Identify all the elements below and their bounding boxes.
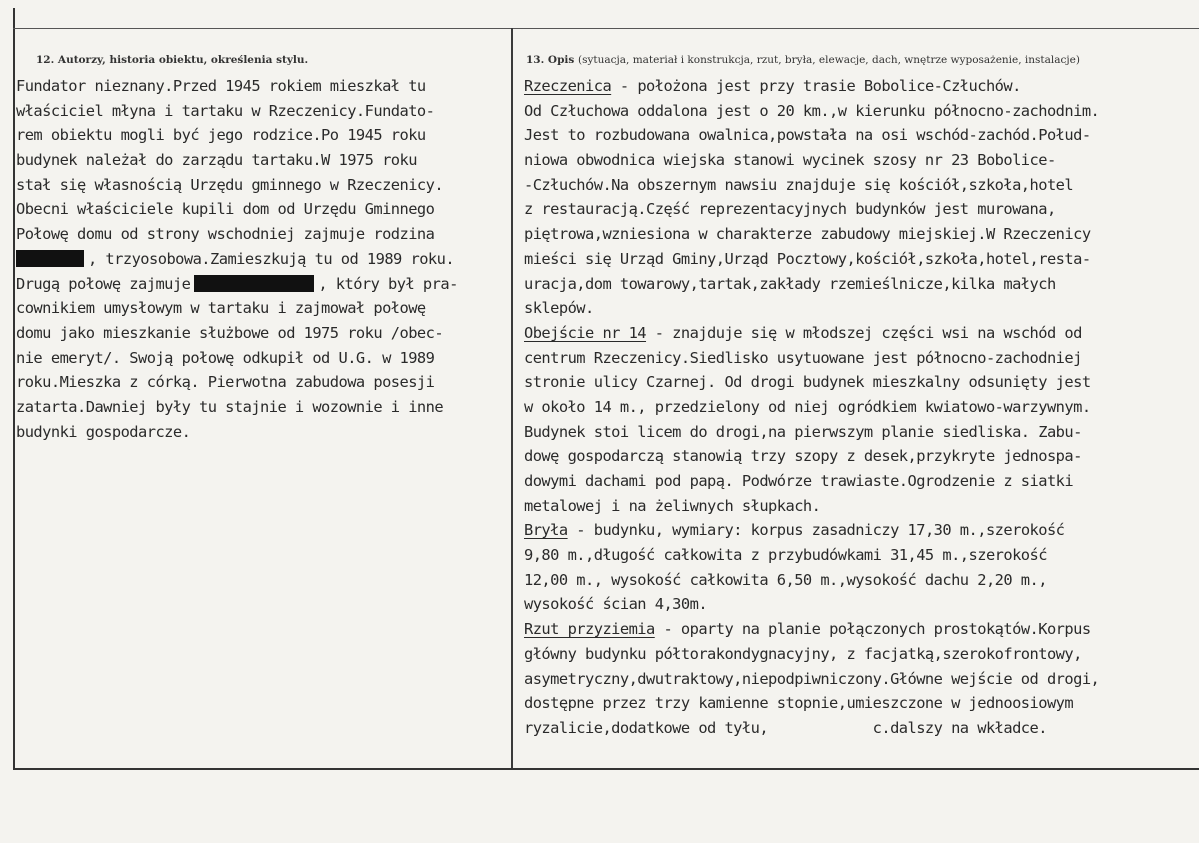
right-line: Od Człuchowa oddalona jest o 20 km.,w kierunku północno-zachodnim.: [524, 101, 1100, 120]
left-line: budynek należał do zarządu tartaku.W 1975 roku: [16, 151, 417, 170]
section-12-heading: 12. Autorzy, historia obiektu, określenia stylu.: [36, 54, 309, 66]
left-line-text: , który był pra-: [318, 274, 458, 293]
right-line: niowa obwodnica wiejska stanowi wycinek szosy nr 23 Bobolice-: [524, 151, 1056, 170]
left-line: rem obiektu mogli być jego rodzice.Po 1945 roku: [16, 126, 426, 145]
section-12-body: [16, 74, 510, 444]
section-13-body: [524, 74, 1196, 741]
left-line-text: Drugą połowę zajmuje: [16, 274, 191, 293]
right-line: sklepów.: [524, 299, 594, 318]
right-line: dostępne przez trzy kamienne stopnie,umieszczone w jednoosiowym: [524, 694, 1074, 713]
left-line: [16, 272, 510, 297]
subheading-bryla: Bryła: [524, 521, 568, 540]
frame-bottom-rule: [13, 768, 1199, 770]
section-13-heading-main: 13. Opis: [526, 54, 575, 66]
right-line: piętrowa,wzniesiona w charakterze zabudowy miejskiej.W Rzeczenicy: [524, 225, 1091, 244]
left-line: [16, 247, 510, 272]
right-line: z restauracją.Część reprezentacyjnych budynków jest murowana,: [524, 200, 1056, 219]
right-line: metalowej i na żeliwnych słupkach.: [524, 496, 821, 515]
right-line-text: - znajduje się w młodszej części wsi na wschód od: [646, 323, 1082, 342]
right-line: wysokość ścian 4,30m.: [524, 595, 708, 614]
redaction-bar: [16, 250, 84, 267]
right-line-text: - położona jest przy trasie Bobolice-Człuchów.: [611, 77, 1021, 95]
right-line: asymetryczny,dwutraktowy,niepodpiwniczony.Główne wejście od drogi,: [524, 669, 1100, 688]
left-line: cownikiem umysłowym w tartaku i zajmował połowę: [16, 299, 426, 318]
right-line: centrum Rzeczenicy.Siedlisko usytuowane jest północno-zachodniej: [524, 348, 1082, 367]
subheading-rzut-przyziemia: Rzut przyziemia: [524, 620, 655, 639]
right-line: Jest to rozbudowana owalnica,powstała na osi wschód-zachód.Połud-: [524, 126, 1091, 145]
right-line: Budynek stoi licem do drogi,na pierwszym planie siedliska. Zabu-: [524, 422, 1082, 441]
left-line: Obecni właściciele kupili dom od Urzędu Gminnego: [16, 200, 435, 219]
subheading-obejscie: Obejście nr 14: [524, 323, 647, 342]
right-line-text: - budynku, wymiary: korpus zasadniczy 17,30 m.,szerokość: [567, 521, 1065, 540]
left-line: roku.Mieszka z córką. Pierwotna zabudowa posesji: [16, 373, 435, 392]
redaction-bar: [194, 275, 314, 292]
right-line: dowę gospodarczą stanowią trzy szopy z desek,przykryte jednospa-: [524, 447, 1082, 466]
left-line: stał się własnością Urzędu gminnego w Rzeczenicy.: [16, 175, 444, 194]
right-line-text: - oparty na planie połączonych prostokątów.Korpus: [654, 620, 1091, 639]
right-line: w około 14 m., przedzielony od niej ogródkiem kwiatowo-warzywnym.: [524, 397, 1091, 416]
right-line: 12,00 m., wysokość całkowita 6,50 m.,wysokość dachu 2,20 m.,: [524, 570, 1047, 589]
left-line: nie emeryt/. Swoją połowę odkupił od U.G. w 1989: [16, 348, 435, 367]
left-line-text: , trzyosobowa.Zamieszkują tu od 1989 roku.: [88, 249, 455, 268]
right-line: [524, 518, 1196, 543]
frame-top-rule: [13, 28, 1199, 29]
right-line: [524, 321, 1196, 346]
right-line: [524, 74, 1196, 99]
left-line: Połowę domu od strony wschodniej zajmuje rodzina: [16, 225, 435, 244]
left-line: zatarta.Dawniej były tu stajnie i wozownie i inne: [16, 397, 444, 416]
section-13-heading: [526, 54, 1080, 66]
left-line: domu jako mieszkanie służbowe od 1975 roku /obec-: [16, 323, 444, 342]
right-line: główny budynku półtorakondygnacyjny, z facjatką,szerokofrontowy,: [524, 644, 1082, 663]
column-divider: [511, 28, 513, 768]
right-line: [524, 617, 1196, 642]
right-line: 9,80 m.,długość całkowita z przybudówkami 31,45 m.,szerokość: [524, 546, 1047, 565]
frame-left-border: [13, 8, 15, 768]
right-line: ryzalicie,dodatkowe od tyłu, c.dalszy na wkładce.: [524, 718, 1047, 737]
subheading-rzeczenica: Rzeczenica: [524, 77, 612, 95]
right-line: -Człuchów.Na obszernym nawsiu znajduje się kościół,szkoła,hotel: [524, 175, 1074, 194]
right-line: dowymi dachami pod papą. Podwórze trawiaste.Ogrodzenie z siatki: [524, 472, 1074, 490]
right-line: mieści się Urząd Gminy,Urząd Pocztowy,kościół,szkoła,hotel,resta-: [524, 249, 1091, 268]
right-line: uracja,dom towarowy,tartak,zakłady rzemieślnicze,kilka małych: [524, 274, 1056, 293]
left-line: Fundator nieznany.Przed 1945 rokiem mieszkał tu: [16, 77, 426, 95]
section-13-heading-sub: (sytuacja, materiał i konstrukcja, rzut, bryła, elewacje, dach, wnętrze wyposażenie, instalacje): [577, 54, 1080, 66]
right-line: stronie ulicy Czarnej. Od drogi budynek mieszkalny odsunięty jest: [524, 373, 1091, 392]
left-line: właściciel młyna i tartaku w Rzeczenicy.Fundato-: [16, 101, 435, 120]
left-line: budynki gospodarcze.: [16, 422, 191, 441]
